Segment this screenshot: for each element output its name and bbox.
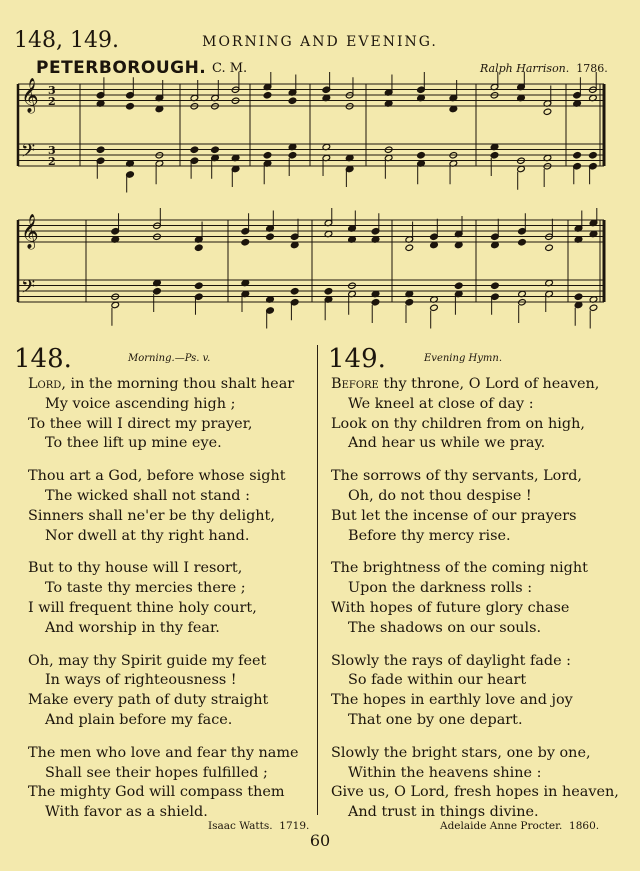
verse-line: So fade within our heart <box>348 672 527 689</box>
note-head-icon <box>573 152 582 159</box>
treble-clef-icon: 𝄞 <box>21 78 39 113</box>
note-head-icon <box>96 146 105 153</box>
verse-line: Before thy throne, O Lord of heaven, <box>331 376 600 392</box>
note-head-icon <box>574 293 583 300</box>
note-head-icon <box>371 299 380 306</box>
verse-line: The wicked shall not stand : <box>45 487 250 504</box>
verse-line: With favor as a shield. <box>45 804 208 821</box>
composer-name: Ralph Harrison. <box>480 62 570 75</box>
stanza <box>28 467 299 546</box>
stanza <box>331 744 619 823</box>
time-signature-icon: 2 <box>48 95 56 108</box>
verse-line: And plain before my face. <box>45 711 233 728</box>
verse-line: Shall see their hopes fulfilled ; <box>45 764 268 781</box>
stanza <box>28 375 299 454</box>
stanza <box>331 652 619 731</box>
verse-line: My voice ascending high ; <box>45 395 236 412</box>
time-signature-icon: 2 <box>48 155 56 168</box>
bass-clef-icon: 𝄢 <box>21 277 36 302</box>
hymn-148-verses <box>28 375 299 836</box>
verse-line: Sinners shall ne'er be thy delight, <box>28 507 275 524</box>
note-head-icon <box>405 299 414 306</box>
author-name: Isaac Watts. <box>208 820 273 832</box>
stanza <box>28 652 299 731</box>
note-head-icon <box>589 304 598 311</box>
treble-clef-icon: 𝄞 <box>21 214 39 249</box>
verse-line: Before thy mercy rise. <box>348 527 511 544</box>
composer-year: 1786. <box>576 62 608 75</box>
note-head-icon <box>263 152 272 159</box>
stanza <box>331 467 619 546</box>
verse-line: That one by one depart. <box>348 711 523 728</box>
stanza <box>331 375 619 454</box>
hymn-149-occasion: Evening Hymn. <box>424 353 502 364</box>
verse-line: Slowly the rays of daylight fade : <box>331 652 572 669</box>
music-system-2 <box>0 208 640 338</box>
verse-line: We kneel at close of day : <box>348 395 534 412</box>
note-head-icon <box>211 146 220 153</box>
note-head-icon <box>405 244 414 251</box>
tune-name: PETERBOROUGH. <box>36 58 207 78</box>
bass-clef-icon: 𝄢 <box>21 141 36 166</box>
music-system-1 <box>0 72 640 202</box>
verse-line: To taste thy mercies there ; <box>45 580 246 597</box>
verse-line: To thee will I direct my prayer, <box>28 415 253 432</box>
verse-line: And trust in things divine. <box>348 804 539 821</box>
hymn-148-number: 148. <box>14 344 72 374</box>
verse-line: But let the incense of our prayers <box>331 507 577 524</box>
note-head-icon <box>454 282 463 289</box>
verse-line: To thee lift up mine eye. <box>45 435 222 452</box>
verse-line: And worship in thy fear. <box>45 619 220 636</box>
verse-line: The shadows on our souls. <box>348 619 542 636</box>
note-head-icon <box>290 288 299 295</box>
stanza <box>331 559 619 638</box>
note-head-icon <box>153 288 162 295</box>
note-head-icon <box>194 282 203 289</box>
note-head-icon <box>263 92 272 99</box>
verse-line: Within the heavens shine : <box>348 764 542 781</box>
note-head-icon <box>545 244 554 251</box>
verse-line: And hear us while we pray. <box>348 435 546 452</box>
note-head-icon <box>490 152 499 159</box>
page-number: 60 <box>309 831 331 850</box>
note-head-icon <box>288 97 297 104</box>
note-head-icon <box>288 152 297 159</box>
note-head-icon <box>266 233 275 240</box>
verse-line: Thou art a God, before whose sight <box>28 468 286 485</box>
hymn-149-number: 149. <box>328 344 386 374</box>
verse-line: The hopes in earthly love and joy <box>331 692 573 709</box>
verse-line: Make every path of duty straight <box>28 692 269 709</box>
stanza <box>28 559 299 638</box>
note-head-icon <box>589 152 598 159</box>
note-head-icon <box>126 103 135 110</box>
note-head-icon <box>543 108 552 115</box>
verse-line: In ways of righteousness ! <box>45 672 237 689</box>
note-head-icon <box>430 304 439 311</box>
author-year: 1860. <box>569 820 600 832</box>
author-year: 1719. <box>279 820 310 832</box>
note-head-icon <box>491 282 500 289</box>
verse-line: Upon the darkness rolls : <box>348 580 533 597</box>
hymn-149-verses <box>331 375 619 836</box>
tune-meter: C. M. <box>212 61 248 76</box>
verse-line: Slowly the bright stars, one by one, <box>331 744 591 761</box>
verse-line: Lord, in the morning thou shalt hear <box>28 376 295 392</box>
note-head-icon <box>417 152 426 159</box>
note-head-icon <box>194 244 203 251</box>
verse-line: Oh, do not thou despise ! <box>348 487 532 504</box>
verse-line: But to thy house will I resort, <box>28 560 243 577</box>
section-title: MORNING AND EVENING. <box>202 34 438 50</box>
hymn-numbers-heading: 148, 149. <box>14 28 119 53</box>
note-head-icon <box>241 239 250 246</box>
verse-line: I will frequent thine holy court, <box>28 599 257 616</box>
verse-line: Give us, O Lord, fresh hopes in heaven, <box>331 784 619 801</box>
verse-line: The brightness of the coming night <box>331 560 588 577</box>
column-divider <box>317 345 318 815</box>
verse-line: The mighty God will compass them <box>28 784 285 801</box>
stanza <box>28 744 299 823</box>
verse-line: With hopes of future glory chase <box>331 599 570 616</box>
verse-line: Look on thy children from on high, <box>331 415 585 432</box>
author-name: Adelaide Anne Procter. <box>440 820 563 832</box>
time-signature-icon: 3 <box>48 144 56 157</box>
verse-line: Oh, may thy Spirit guide my feet <box>28 652 267 669</box>
time-signature-icon: 3 <box>48 84 56 97</box>
note-head-icon <box>324 288 333 295</box>
note-head-icon <box>518 239 527 246</box>
hymn-148-occasion: Morning.—Ps. v. <box>128 353 211 364</box>
note-head-icon <box>190 146 199 153</box>
verse-line: The men who love and fear thy name <box>28 744 299 761</box>
verse-line: Nor dwell at thy right hand. <box>45 527 250 544</box>
verse-line: The sorrows of thy servants, Lord, <box>331 468 582 485</box>
